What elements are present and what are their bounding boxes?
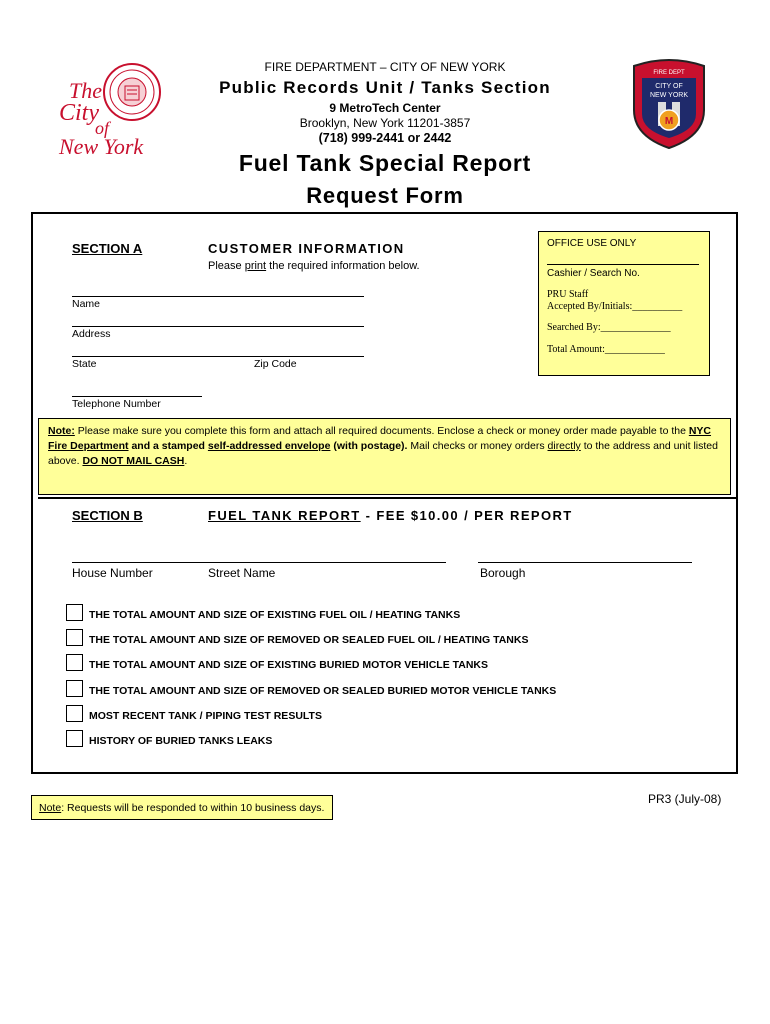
response-time-note [31, 795, 333, 820]
address-line-2: Brooklyn, New York 11201-3857 [299, 116, 471, 130]
form-code: PR3 (July-08) [648, 792, 722, 806]
street-address-field[interactable] [72, 562, 446, 563]
note-label: Note: [48, 425, 75, 437]
address-field[interactable] [72, 326, 364, 327]
option-label-removed-fuel-oil: THE TOTAL AMOUNT AND SIZE OF REMOVED OR SEALED FUEL OIL / HEATING TANKS [89, 634, 529, 646]
logo-word-city: City [59, 100, 99, 126]
note-fire-department: Fire Department [48, 440, 129, 452]
option-label-existing-fuel-oil: THE TOTAL AMOUNT AND SIZE OF EXISTING FUEL OIL / HEATING TANKS [89, 609, 461, 621]
note-do-not-mail-cash: DO NOT MAIL CASH [82, 455, 185, 467]
phone-numbers: (718) 999-2441 or 2442 [318, 131, 452, 145]
patch-text-new-york: NEW YORK [650, 92, 688, 99]
zip-code-label: Zip Code [254, 358, 297, 370]
option-checkbox-existing-fuel-oil[interactable] [66, 604, 83, 621]
section-b-title: FUEL TANK REPORT - FEE $10.00 / PER REPORT [208, 508, 573, 523]
logo-word-new-york: New York [59, 134, 144, 159]
footer-note-label: Note [39, 802, 62, 814]
option-checkbox-test-results[interactable] [66, 705, 83, 722]
name-field[interactable] [72, 296, 364, 297]
patch-text-city-of: CITY OF [655, 83, 683, 90]
option-label-existing-buried-mv: THE TOTAL AMOUNT AND SIZE OF EXISTING BURIED MOTOR VEHICLE TANKS [89, 659, 489, 671]
house-number-label: House Number [72, 566, 153, 580]
section-a-title: CUSTOMER INFORMATION [208, 241, 405, 256]
name-label: Name [72, 298, 101, 310]
searched-by-label: Searched By:______________ [547, 322, 671, 333]
option-checkbox-leak-history[interactable] [66, 730, 83, 747]
address-label: Address [72, 328, 111, 340]
patch-text-fire-dept: FIRE DEPT [653, 70, 685, 76]
option-checkbox-removed-buried-mv[interactable] [66, 680, 83, 697]
note-sase: self-addressed envelope [207, 440, 331, 452]
department-heading: FIRE DEPARTMENT – CITY OF NEW YORK [264, 60, 506, 74]
borough-field[interactable] [478, 562, 692, 563]
cashier-field[interactable] [547, 264, 699, 265]
note-nyc: NYC [688, 425, 712, 437]
note-directly: directly [547, 440, 581, 452]
note-text-3: (with postage). [330, 440, 408, 452]
borough-label: Borough [480, 566, 526, 580]
pru-staff-label: PRU Staff [547, 289, 589, 300]
option-label-leak-history: HISTORY OF BURIED TANKS LEAKS [89, 735, 273, 747]
logo-word-the: The [69, 78, 102, 103]
office-use-box [538, 231, 710, 376]
section-a-label: SECTION A [72, 241, 143, 256]
office-use-title: OFFICE USE ONLY [547, 238, 637, 249]
footer-note-text: : Requests will be responded to within 10 business days. [61, 802, 325, 814]
state-zip-field[interactable] [72, 356, 364, 357]
form-title-line-1: Fuel Tank Special Report [238, 150, 532, 176]
option-checkbox-existing-buried-mv[interactable] [66, 654, 83, 671]
unit-heading: Public Records Unit / Tanks Section [219, 78, 551, 97]
total-amount-label: Total Amount:____________ [547, 344, 665, 355]
note-text-1: Please make sure you complete this form and attach all required documents. Enclose a check or money order made payable to the [74, 425, 689, 437]
street-name-label: Street Name [208, 566, 276, 580]
instructions-note-box [38, 418, 731, 495]
logo-word-of: of [95, 118, 110, 138]
section-b-label: SECTION B [72, 508, 143, 523]
section-a-instruction: Please print the required information below. [208, 260, 420, 272]
state-label: State [72, 358, 97, 370]
option-label-test-results: MOST RECENT TANK / PIPING TEST RESULTS [89, 710, 322, 722]
note-text-6: . [184, 455, 188, 467]
telephone-label: Telephone Number [72, 398, 161, 410]
note-text-4: Mail checks or money orders [407, 440, 548, 452]
form-title-line-2: Request Form [306, 183, 464, 208]
note-text-5: to the address and unit listed above. [48, 440, 718, 467]
option-checkbox-removed-fuel-oil[interactable] [66, 629, 83, 646]
cashier-label: Cashier / Search No. [547, 268, 640, 279]
option-label-removed-buried-mv: THE TOTAL AMOUNT AND SIZE OF REMOVED OR SEALED BURIED MOTOR VEHICLE TANKS [89, 685, 557, 697]
accepted-by-label: Accepted By/Initials:__________ [547, 301, 683, 312]
telephone-field[interactable] [72, 396, 202, 397]
svg-text:M: M [664, 116, 674, 127]
address-line-1: 9 MetroTech Center [329, 101, 441, 115]
note-text-2: and a stamped [128, 440, 208, 452]
